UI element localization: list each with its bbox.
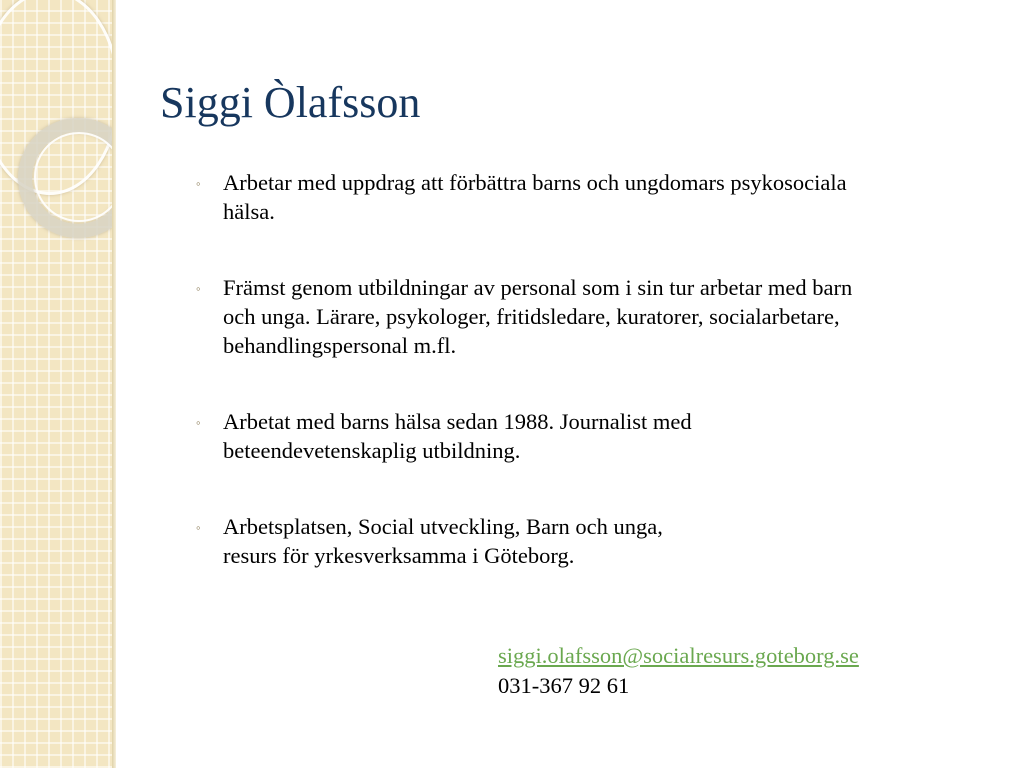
email-link[interactable]: siggi.olafsson@socialresurs.goteborg.se	[498, 643, 859, 668]
sidebar-edge	[112, 0, 116, 768]
contact-block	[498, 641, 859, 701]
bullet-list	[196, 168, 996, 617]
decorative-sidebar	[0, 0, 112, 768]
phone-number: 031-367 92 61	[498, 673, 630, 698]
bullet-text-line: beteendevetenskaplig utbildning.	[223, 438, 521, 463]
bullet-circle-icon: ◦	[196, 281, 201, 296]
bullet-circle-icon: ◦	[196, 415, 201, 430]
bullet-text-line: Arbetsplatsen, Social utveckling, Barn och unga,	[223, 514, 663, 539]
slide-title: Siggi Òlafsson	[160, 78, 421, 127]
bullet-circle-icon: ◦	[196, 520, 201, 535]
bullet-text-line: resurs för yrkesverksamma i Göteborg.	[223, 543, 575, 568]
bullet-text-line: Arbetat med barns hälsa sedan 1988. Journalist med	[223, 409, 692, 434]
bullet-text-line: hälsa.	[223, 199, 275, 224]
bullet-text-line: och unga. Lärare, psykologer, fritidsledare, kuratorer, socialarbetare,	[223, 304, 840, 329]
bullet-item	[196, 407, 996, 465]
bullet-text-line: behandlingspersonal m.fl.	[223, 333, 457, 358]
bullet-item	[196, 168, 996, 226]
bullet-item	[196, 273, 996, 360]
bullet-item	[196, 512, 996, 570]
bullet-text-line: Arbetar med uppdrag att förbättra barns och ungdomars psykosociala	[223, 170, 847, 195]
bullet-circle-icon: ◦	[196, 176, 201, 191]
bullet-text-line: Främst genom utbildningar av personal som i sin tur arbetar med barn	[223, 275, 853, 300]
